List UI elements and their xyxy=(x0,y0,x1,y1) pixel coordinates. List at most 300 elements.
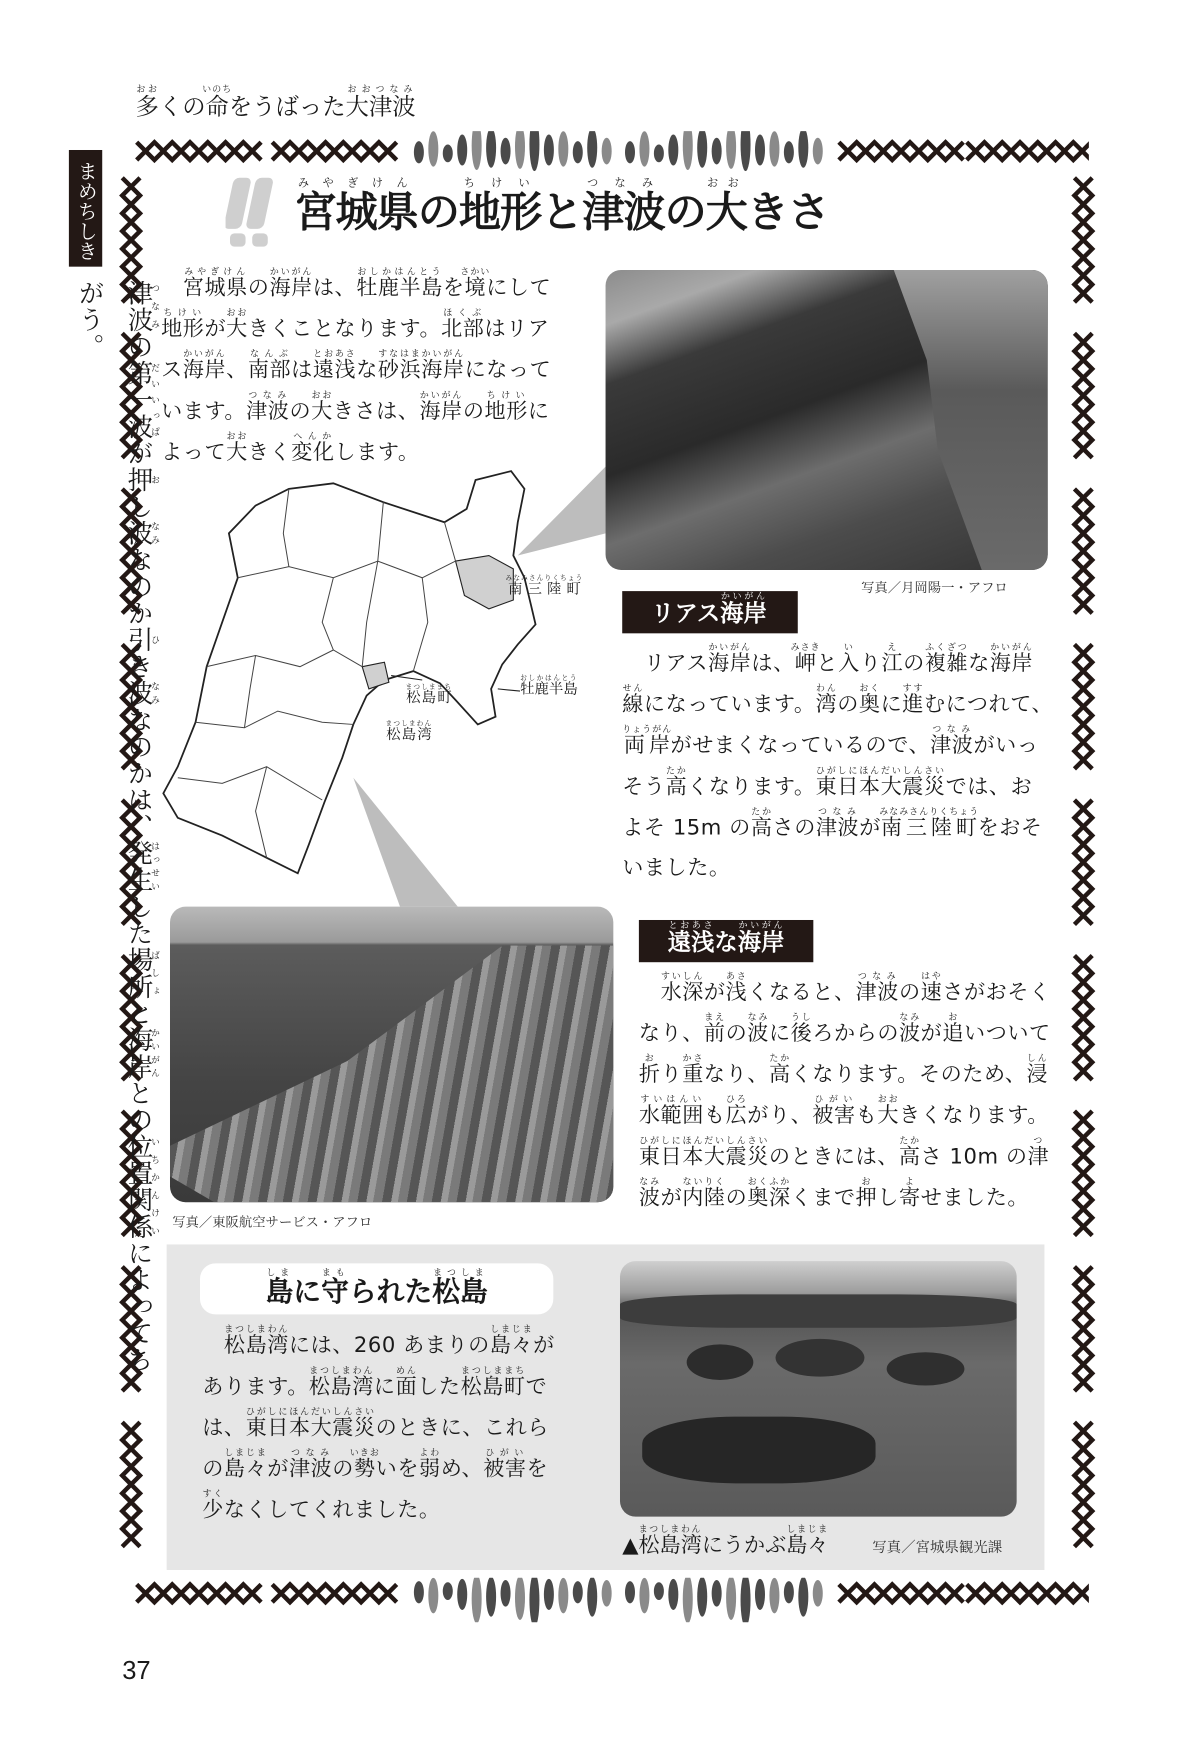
ruby-word: 牡鹿半島おしかはんとう xyxy=(356,266,443,300)
text-line xyxy=(639,971,1051,1012)
furigana: おお xyxy=(877,1094,900,1105)
ruby-word: 海岸かいがん xyxy=(269,266,313,300)
ruby-word: 入い xyxy=(838,642,860,676)
ruby-word: 大おお xyxy=(877,1094,900,1128)
ruby-word: 松島まつしま xyxy=(432,1267,488,1308)
furigana: つなみ xyxy=(582,177,665,190)
ruby-word: 両岸りょうがん xyxy=(622,724,673,758)
ruby-word: 被害ひがい xyxy=(812,1094,856,1128)
furigana: おお xyxy=(226,431,248,442)
rias-coast-paragraph xyxy=(622,642,1053,888)
text-run: 、 xyxy=(226,357,248,383)
furigana: お xyxy=(942,1012,965,1023)
ruby-word: 遠浅とおあさ xyxy=(312,348,357,383)
furigana: さかい xyxy=(460,266,491,277)
ruby-word: 南三陸町みなみさんりくちょう xyxy=(505,574,584,598)
ruby-word: 東日本大震災ひがしにほんだいしんさい xyxy=(245,1406,376,1440)
ruby-word: 宮城県みやぎけん xyxy=(294,177,418,237)
ruby-word: 大おお xyxy=(226,307,248,342)
furigana: ほくぶ xyxy=(441,307,485,318)
text-run: さがおそく xyxy=(942,979,1051,1005)
ruby-word: 島々しまじま xyxy=(223,1447,268,1482)
ruby-word: 進すす xyxy=(902,683,924,717)
furigana: つなみ xyxy=(855,971,899,982)
furigana: おしかはんとう xyxy=(519,674,578,683)
furigana: ふくざつ xyxy=(924,642,969,653)
text-run: の xyxy=(898,979,921,1005)
furigana: めん xyxy=(395,1365,418,1376)
ruby-word: 多おお xyxy=(135,84,159,120)
furigana: い xyxy=(838,642,860,653)
ruby-word: 北部ほくぶ xyxy=(441,307,485,342)
furigana: ひがい xyxy=(483,1447,527,1458)
text-run xyxy=(202,1333,224,1357)
text-run: なのかは、 xyxy=(123,706,153,840)
ruby-word: 津波つなみ xyxy=(855,971,899,1005)
text-run: むにつれて、 xyxy=(923,692,1054,717)
ruby-word: 高たか xyxy=(768,1053,791,1087)
ruby-word: 追お xyxy=(942,1012,965,1046)
furigana: すいはんい xyxy=(638,1094,704,1105)
text-run: した xyxy=(417,1374,461,1399)
furigana: みなみさんりくちょう xyxy=(505,574,584,583)
furigana: わん xyxy=(815,683,838,694)
ruby-word: 被害ひがい xyxy=(483,1447,527,1482)
ruby-word: 松島町まつしままち xyxy=(460,1365,526,1399)
text-run: も xyxy=(855,1103,878,1128)
ruby-word: 南部なんぶ xyxy=(247,348,292,383)
furigana: かいがん xyxy=(720,591,767,602)
furigana: ばしょ xyxy=(150,946,161,1000)
text-run: さ 10m の xyxy=(920,1144,1028,1169)
ruby-word: 宮城県みやぎけん xyxy=(182,266,248,300)
furigana: ひがしにほんだいしんさい xyxy=(638,1135,769,1146)
matsushima-photo-caption xyxy=(622,1524,828,1562)
furigana: お xyxy=(638,1053,661,1064)
text-run: さの xyxy=(772,815,816,840)
text-line xyxy=(639,1177,1051,1218)
ruby-word: 水深すいしん xyxy=(660,971,704,1005)
furigana: つなみ xyxy=(815,806,860,817)
furigana: すく xyxy=(202,1488,224,1499)
furigana: ひがい xyxy=(812,1094,856,1105)
text-run: で xyxy=(525,1374,548,1399)
rias-coast-heading xyxy=(622,591,798,633)
text-run: られた xyxy=(348,1275,433,1308)
furigana: ちけい xyxy=(484,389,528,400)
furigana: だいいっぱ xyxy=(150,359,161,440)
text-line xyxy=(639,1094,1051,1135)
text-run: なり、 xyxy=(638,1021,704,1046)
ruby-word: 押お xyxy=(855,1176,878,1210)
text-line xyxy=(622,848,1053,888)
text-run: を xyxy=(526,1456,549,1482)
furigana: はや xyxy=(920,971,943,982)
text-run: きく xyxy=(247,439,292,465)
text-run: の xyxy=(725,1021,748,1046)
text-run: くの xyxy=(158,93,206,120)
text-run: ▲ xyxy=(622,1533,639,1558)
ruby-word: 地形ちけい xyxy=(484,389,528,424)
text-run: なのか xyxy=(123,546,153,627)
text-run: なくしてくれました。 xyxy=(223,1497,441,1523)
furigana: しん xyxy=(1026,1053,1049,1064)
text-run: の xyxy=(247,275,270,300)
furigana: うし xyxy=(790,1012,813,1023)
furigana: みやぎけん xyxy=(294,177,418,190)
furigana: なみ xyxy=(150,679,161,707)
shallow-coast-photo xyxy=(170,907,613,1203)
ruby-word: 浸しん xyxy=(1026,1053,1049,1087)
text-run: り xyxy=(660,1062,683,1087)
furigana: ちけい xyxy=(458,177,542,190)
shallow-coast-paragraph xyxy=(639,971,1051,1218)
text-run: をうばった xyxy=(228,93,346,120)
ruby-word: 松島湾まつしまわん xyxy=(308,1365,374,1399)
furigana: ひ xyxy=(150,626,161,654)
furigana: まつしままち xyxy=(460,1365,526,1376)
ruby-word: 大おお xyxy=(705,177,747,237)
ruby-word: 海岸かいがん xyxy=(737,919,785,956)
ruby-word: 後うし xyxy=(790,1012,813,1046)
text-run: ス xyxy=(161,357,183,383)
ruby-word: 勢いきお xyxy=(349,1447,380,1482)
furigana: しま xyxy=(265,1267,294,1278)
ruby-word: 大津波おおつなみ xyxy=(345,84,416,120)
furigana: まえ xyxy=(703,1012,726,1023)
ruby-word: 前まえ xyxy=(703,1012,726,1046)
furigana: かいがん xyxy=(182,348,227,359)
map-label-oshika-peninsula xyxy=(520,674,578,700)
ruby-word: 変化へんか xyxy=(291,431,335,465)
ruby-word: 波なみ xyxy=(899,1012,921,1046)
text-run: います。 xyxy=(161,398,247,424)
text-run: きさ xyxy=(746,187,830,237)
text-run: な xyxy=(714,928,738,956)
furigana: かさ xyxy=(682,1053,704,1064)
furigana: なみ xyxy=(899,1012,921,1023)
furigana: ひろ xyxy=(725,1094,748,1105)
ruby-word: 津波つなみ xyxy=(123,279,161,334)
text-run: が xyxy=(267,1456,289,1482)
text-run: が xyxy=(533,1333,555,1358)
text-line xyxy=(622,807,1053,848)
furigana: まつしままち xyxy=(405,683,453,692)
furigana: まも xyxy=(321,1267,349,1278)
furigana: しまじま xyxy=(223,1447,268,1458)
text-run: いました。 xyxy=(622,855,731,880)
text-run: の xyxy=(202,1456,224,1482)
ruby-word: 江え xyxy=(881,642,904,676)
furigana: はっせい xyxy=(150,839,161,894)
ruby-word: 砂浜海岸すなはまかいがん xyxy=(377,348,465,383)
text-run: した xyxy=(123,893,153,947)
text-run: がいっ xyxy=(973,733,1039,758)
text-run: そう xyxy=(622,774,666,799)
furigana: へんか xyxy=(291,431,335,442)
furigana: ひがしにほんだいしんさい xyxy=(815,765,946,776)
furigana: たか xyxy=(665,765,688,776)
furigana: おお xyxy=(135,84,159,95)
furigana: とおあさ xyxy=(667,919,715,930)
ruby-word: 波なみ xyxy=(123,679,161,707)
furigana: おく xyxy=(858,683,881,694)
ruby-word: 命いのち xyxy=(202,84,233,120)
photo1-credit: 写真／月岡陽一・アフロ xyxy=(861,579,1008,596)
ruby-word: 遠浅とおあさ xyxy=(667,919,715,956)
furigana: お xyxy=(150,466,161,494)
furigana: まつしまわん xyxy=(638,1524,702,1535)
text-line xyxy=(622,683,1053,724)
furigana: あさ xyxy=(725,971,748,982)
furigana: しまじま xyxy=(786,1524,829,1535)
text-run: も xyxy=(703,1103,726,1128)
ruby-word: 水範囲すいはんい xyxy=(638,1094,704,1128)
ruby-word: 津波つなみ xyxy=(582,177,665,237)
text-run: と xyxy=(123,999,153,1027)
matsushima-paragraph xyxy=(202,1324,555,1530)
furigana: りょうがん xyxy=(622,724,673,735)
text-run: め、 xyxy=(440,1456,484,1482)
text-run: が xyxy=(920,1021,943,1046)
furigana: みなみさんりくちょう xyxy=(879,806,980,817)
ruby-word: 牡鹿半島おしかはんとう xyxy=(519,674,578,698)
ruby-word: 津波つなみ xyxy=(930,724,974,758)
text-run: はリア xyxy=(484,316,550,342)
ruby-word: 海岸かいがん xyxy=(419,389,463,424)
furigana: ないりく xyxy=(682,1176,726,1187)
furigana: いきお xyxy=(349,1447,380,1458)
furigana: おくふか xyxy=(747,1176,791,1187)
text-run: の xyxy=(417,187,459,237)
text-run: との xyxy=(123,1079,153,1134)
ruby-word: 島々しまじま xyxy=(489,1324,534,1358)
furigana: かいがん xyxy=(269,266,313,277)
text-run: のときに、これら xyxy=(375,1415,549,1440)
ruby-word: 浅あさ xyxy=(725,971,748,1005)
text-run: せました。 xyxy=(920,1185,1030,1210)
matsushima-bay-photo xyxy=(620,1261,1017,1517)
map-label-minamisanriku xyxy=(506,574,584,600)
ruby-word: 津つ xyxy=(1027,1135,1050,1169)
text-run: と xyxy=(541,187,583,237)
text-run: は、 xyxy=(202,1415,246,1440)
furigana: つなみ xyxy=(246,389,290,400)
ruby-word: 高たか xyxy=(898,1135,921,1169)
text-line xyxy=(622,766,1053,807)
mamechishiki-label: まめちしき xyxy=(69,150,102,267)
ruby-word: 第一波だいいっぱ xyxy=(123,359,161,440)
map-label-matsushima-town xyxy=(406,683,453,709)
text-run: くなります。 xyxy=(687,774,816,799)
text-run: くなると、 xyxy=(747,979,856,1005)
ruby-word: 海岸かいがん xyxy=(989,642,1034,676)
furigana: なみ xyxy=(747,1012,769,1023)
text-run: し xyxy=(877,1185,900,1210)
text-line xyxy=(639,1053,1051,1094)
ruby-word: 松島湾まつしまわん xyxy=(223,1324,289,1358)
furigana: すす xyxy=(902,683,924,694)
ruby-word: 寄よ xyxy=(899,1176,921,1210)
furigana: すいしん xyxy=(660,971,704,982)
ruby-word: 島々しまじま xyxy=(786,1524,829,1558)
ruby-word: 場所ばしょ xyxy=(123,946,161,1000)
ruby-word: 海岸かいがん xyxy=(123,1026,161,1080)
text-run: のときには、 xyxy=(768,1144,899,1169)
text-run: に xyxy=(293,1275,322,1308)
text-line xyxy=(639,1012,1051,1053)
text-run: にして xyxy=(486,275,552,300)
text-run: になって xyxy=(464,357,552,383)
ruby-word: 波なみ xyxy=(747,1012,769,1046)
text-line xyxy=(202,1407,555,1448)
text-run: きさは、 xyxy=(332,398,420,424)
text-run: に xyxy=(373,1374,396,1399)
ruby-word: 奥深おくふか xyxy=(747,1176,791,1210)
text-run: に xyxy=(880,692,903,717)
ruby-word: 高たか xyxy=(665,765,688,799)
text-line xyxy=(639,1136,1051,1177)
ruby-word: 波なみ xyxy=(123,519,161,547)
ruby-word: 津波つなみ xyxy=(815,806,860,840)
text-line xyxy=(202,1366,555,1407)
text-run: によってちがう。 xyxy=(74,279,153,1374)
furigana: なみ xyxy=(150,519,161,547)
text-run: の xyxy=(462,398,485,424)
furigana: たか xyxy=(898,1135,921,1146)
ruby-word: 奥おく xyxy=(858,683,881,717)
ruby-word: 湾わん xyxy=(815,683,838,717)
text-run: は xyxy=(291,357,313,383)
furigana: おお xyxy=(226,307,248,318)
text-run: いを xyxy=(375,1456,420,1482)
ruby-word: 押お xyxy=(123,466,161,494)
furigana: まつしまわん xyxy=(223,1324,289,1335)
furigana: よ xyxy=(899,1176,921,1187)
ruby-word: 速はや xyxy=(920,971,943,1005)
furigana: とおあさ xyxy=(312,348,357,359)
furigana: おしかはんとう xyxy=(356,266,443,277)
furigana: ちけい xyxy=(161,307,205,318)
furigana: まつしまわん xyxy=(385,719,433,728)
furigana: なんぶ xyxy=(247,348,292,359)
ruby-word: 波なみ xyxy=(638,1176,661,1210)
shallow-coast-heading xyxy=(639,920,813,962)
text-run: あります。 xyxy=(202,1374,309,1399)
ruby-word: 重かさ xyxy=(682,1053,704,1087)
furigana: つなみ xyxy=(150,279,161,334)
text-run: リアス xyxy=(651,599,721,627)
ruby-word: 広ひろ xyxy=(725,1094,748,1128)
furigana: かいがん xyxy=(708,642,752,653)
furigana: かいがん xyxy=(150,1026,161,1080)
furigana: みやぎけん xyxy=(182,266,248,277)
ruby-word: 守まも xyxy=(321,1267,349,1308)
text-run: を xyxy=(442,275,465,300)
text-run: くまで xyxy=(790,1185,856,1210)
text-run xyxy=(639,980,661,1004)
ruby-word: 松島湾まつしまわん xyxy=(385,719,433,744)
text-line xyxy=(202,1489,555,1530)
text-run: の xyxy=(903,651,925,676)
furigana: おお xyxy=(311,389,333,400)
ruby-word: 大おお xyxy=(226,431,248,465)
text-run: します。 xyxy=(334,439,420,465)
text-line xyxy=(622,724,1053,765)
furigana: え xyxy=(881,642,904,653)
ruby-word: 引ひ xyxy=(123,626,161,654)
ruby-word: 津波つなみ xyxy=(246,389,290,424)
text-run: り xyxy=(859,651,882,676)
text-run: リアス xyxy=(622,651,709,676)
text-run: き xyxy=(123,653,153,680)
text-line xyxy=(202,1324,555,1365)
furigana: まつしまわん xyxy=(308,1365,374,1376)
text-run: と xyxy=(816,651,839,676)
ruby-word: 少すく xyxy=(202,1488,224,1523)
furigana: つ xyxy=(1027,1135,1050,1146)
furigana: おおつなみ xyxy=(345,84,416,95)
text-run: には、260 あまりの xyxy=(288,1333,490,1358)
text-run: は、 xyxy=(751,651,795,676)
text-run: に xyxy=(527,398,550,424)
furigana: お xyxy=(855,1176,878,1187)
text-run: に xyxy=(768,1021,791,1046)
text-run: の xyxy=(725,1185,748,1210)
ruby-word: 津波つなみ xyxy=(288,1447,333,1482)
furigana: たか xyxy=(768,1053,791,1064)
text-run: なり、 xyxy=(703,1062,769,1087)
ruby-word: 高たか xyxy=(750,806,773,840)
text-run: の xyxy=(664,187,706,237)
text-run: きくなります。 xyxy=(899,1103,1049,1128)
furigana: まつしま xyxy=(432,1267,488,1278)
ruby-word: 松島湾まつしまわん xyxy=(638,1524,702,1558)
text-line xyxy=(622,642,1053,683)
furigana: つなみ xyxy=(288,1447,333,1458)
ruby-word: 面めん xyxy=(395,1365,418,1399)
text-run: が xyxy=(123,439,153,467)
furigana: せん xyxy=(622,683,644,694)
text-run: では、お xyxy=(945,774,1033,799)
photo2-credit: 写真／東阪航空サービス・アフロ xyxy=(172,1214,373,1230)
text-run: ろからの xyxy=(812,1021,900,1046)
ruby-word: 東日本大震災ひがしにほんだいしんさい xyxy=(638,1135,769,1169)
text-line xyxy=(202,1448,555,1489)
furigana: なみ xyxy=(638,1176,661,1187)
text-run: が xyxy=(660,1185,683,1210)
ruby-word: 海岸かいがん xyxy=(182,348,227,383)
furigana: かいがん xyxy=(989,642,1034,653)
ruby-word: 位置関係いちかんけい xyxy=(123,1133,161,1240)
ruby-word: 海岸かいがん xyxy=(720,591,767,627)
text-run: がせまくなっているので、 xyxy=(670,733,931,758)
map-label-matsushima-bay xyxy=(386,720,433,746)
text-run: の xyxy=(123,333,153,360)
ruby-word: 大おお xyxy=(311,389,333,424)
ruby-word: 内陸ないりく xyxy=(682,1176,726,1210)
text-run: の xyxy=(837,692,859,717)
furigana: しまじま xyxy=(489,1324,534,1335)
page-number: 37 xyxy=(122,1655,151,1685)
ruby-word: 岬みさき xyxy=(790,642,821,676)
ruby-word: 発生はっせい xyxy=(123,839,161,894)
furigana: かいがん xyxy=(419,389,463,400)
furigana: すなはまかいがん xyxy=(377,348,465,359)
text-run: が xyxy=(703,979,726,1005)
matsushima-heading xyxy=(200,1263,553,1314)
ruby-word: 地形ちけい xyxy=(161,307,205,342)
